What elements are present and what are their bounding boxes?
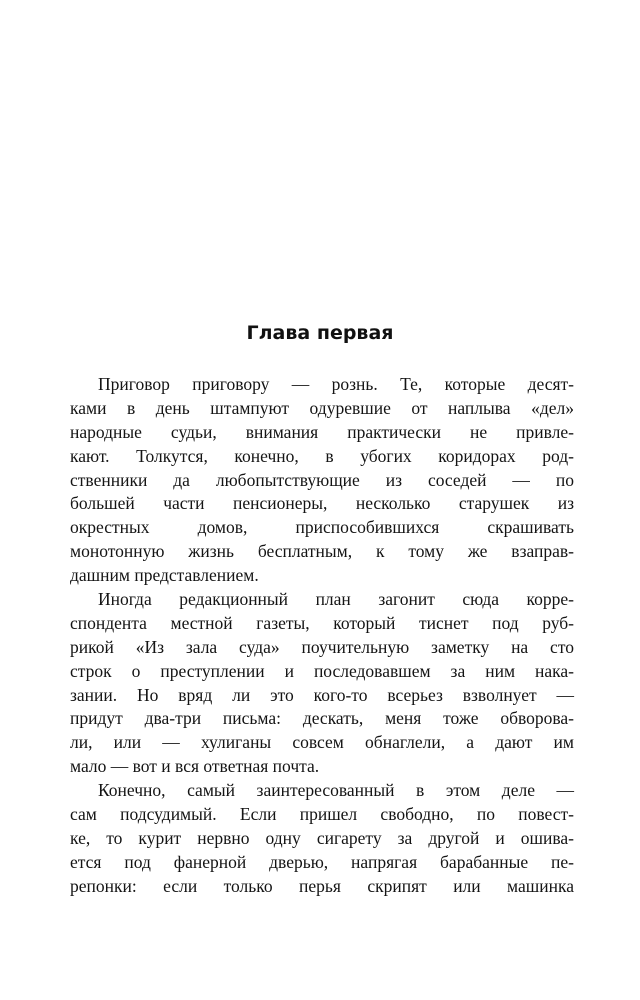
text-line: зании. Но вряд ли это кого-то всерьез взволнует — [70,684,574,705]
text-line: Приговор приговору — рознь. Те, которые десят- [98,374,574,394]
text-line: ется под фанерной дверью, напрягая барабанные пе- [70,851,574,872]
text-line: рикой «Из зала суда» поучительную заметку на сто [70,636,574,657]
text-line: строк о преступлении и последовавшем за ним нака- [70,660,574,681]
text-line: ками в день штампуют одуревшие от наплыва «дел» [70,397,574,418]
text-line: кают. Толкутся, конечно, в убогих коридорах род- [70,445,574,466]
text-line: народные судьи, внимания практически не привле- [70,421,574,442]
body-text [70,373,574,899]
text-line: дашним представлением. [70,565,259,586]
text-line: окрестных домов, приспособившихся скрашивать [70,517,574,538]
text-line: репонки: если только перья скрипят или машинка [70,875,574,896]
text-line: мало — вот и вся ответная почта. [70,756,320,777]
text-line: Иногда редакционный план загонит сюда корре- [98,589,574,610]
text-line: ке, то курит нервно одну сигарету за другой и ошива- [70,827,574,848]
text-line: спондента местной газеты, который тиснет под руб- [70,612,574,633]
text-line: монотонную жизнь бесплатным, к тому же взаправ- [70,541,574,562]
text-line: придут два-три письма: дескать, меня тоже обворова- [70,708,574,729]
text-line: ственники да любопытствующие из соседей — по [70,469,574,490]
text-line: Конечно, самый заинтересованный в этом деле — [98,780,574,801]
text-line: сам подсудимый. Если пришел свободно, по повест- [70,804,574,825]
text-line: большей части пенсионеры, несколько старушек из [70,493,574,514]
text-line: ли, или — хулиганы совсем обнаглели, а дают им [70,732,574,753]
chapter-title: Глава первая [246,322,394,344]
